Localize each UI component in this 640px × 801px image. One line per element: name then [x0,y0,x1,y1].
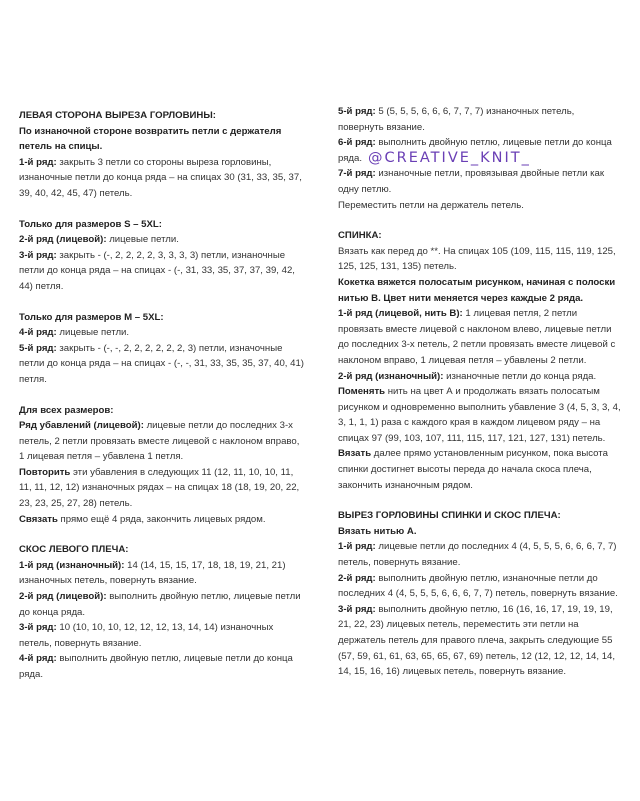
row-label: Поменять [338,386,386,398]
instruction-paragraph [338,602,622,680]
instruction-paragraph [19,512,307,528]
instruction-text: выполнить двойную петлю, изнаночные петли до последних 4 (4, 5, 5, 5, 6, 6, 6, 7, 7) петель, повернуть вязание. [338,572,618,600]
instruction-text: лицевые петли до последних 4 (4, 5, 5, 5, 6, 6, 6, 7, 7) петель, повернуть вязание. [338,541,617,569]
row-label: 6-й ряд: [338,137,376,149]
row-label: Повторить [19,466,71,478]
bold-note: Кокетка вяжется полосатым рисунком, начиная с полоски нитью В. Цвет нити меняется через каждые 2 ряда. [338,276,616,304]
row-label: Вязать [338,448,372,460]
row-label: 1-й ряд (лицевой, нить В): [338,308,463,320]
instruction-paragraph [19,232,307,248]
right-column [338,104,622,680]
instruction-text: Вязать как перед до **. На спицах 105 (109, 115, 115, 119, 125, 125, 125, 131, 135) петель. [338,245,616,273]
instruction-paragraph [19,651,307,682]
instruction-paragraph [19,418,307,465]
row-label: Связать [19,513,58,525]
spacer [19,527,307,542]
instruction-text: лицевые петли до последних 3-х петель, 2 петли провязать вместе лицевой с наклоном вправо, 1 лицевая петля – убавлена 1 петля. [19,420,300,463]
instruction-text: 14 (14, 15, 15, 17, 18, 18, 19, 21, 21) изнаночных петель, повернуть вязание. [19,559,286,587]
instruction-paragraph [338,384,622,446]
instruction-paragraph [19,341,307,388]
spacer [19,388,307,403]
spacer [19,202,307,217]
instruction-paragraph [19,589,307,620]
watermark-handle: @CREATIVE_KNIT_ [368,149,531,166]
row-label: 3-й ряд: [19,249,57,261]
spacer [19,295,307,310]
instruction-paragraph [338,306,622,368]
row-label: 3-й ряд: [19,622,57,634]
row-label: 5-й ряд: [338,106,376,117]
instruction-paragraph [338,446,622,493]
row-label: 4-й ряд: [19,653,57,665]
instruction-text: выполнить двойную петлю, лицевые петли до конца ряда. [19,591,301,618]
instruction-paragraph [19,465,307,512]
spacer [338,493,622,508]
bold-note: По изнаночной стороне возвратить петли с держателя петель на спицы. [19,125,282,153]
instruction-paragraph [338,571,622,602]
instruction-paragraph [338,539,622,570]
section-heading: Для всех размеров: [19,404,114,416]
row-label: 2-й ряд (лицевой): [19,234,107,246]
instruction-paragraph [338,166,622,197]
section-heading: СКОС ЛЕВОГО ПЛЕЧА: [19,544,129,556]
instruction-paragraph [19,558,307,589]
row-label: 2-й ряд (изнаночный): [338,370,444,382]
instruction-text: выполнить двойную петлю, 16 (16, 16, 17, 19, 19, 19, 21, 22, 23) лицевых петель, переместить эти петли на держатель петель для правого плеча, закрыть следующие 55 (57, 59, 61, 61, 63, 65, 65, 67, 69) петель, 12 (12, 12, 12, 14, 14, 14, 15, 16, 16) лицевых петель, повернуть вязание. [338,603,616,678]
instruction-text: закрыть - (-, -, 2, 2, 2, 2, 2, 2, 3) петли, изначочные петли до конца ряда – на спицах - (-, -, 31, 33, 35, 35, 37, 40, 41) петля. [19,342,305,385]
row-label: 1-й ряд (изнаночный): [19,559,125,571]
row-label: 2-й ряд: [338,572,376,584]
instruction-paragraph [19,248,307,295]
row-label: Ряд убавлений (лицевой): [19,420,144,432]
instruction-paragraph [338,244,622,275]
row-label: 3-й ряд: [338,603,376,615]
instruction-text: лицевые петли. [106,234,179,246]
instruction-text: закрыть - (-, 2, 2, 2, 2, 3, 3, 3, 3) петли, изнаночные петли до конца ряда – на спицах - (-, 31, 33, 35, 37, 37, 39, 42, 44) петля. [19,249,295,292]
instruction-paragraph [338,104,622,135]
instruction-text: лицевые петли. [56,327,130,339]
section-heading: ВЫРЕЗ ГОРЛОВИНЫ СПИНКИ И СКОС ПЛЕЧА: [338,510,561,522]
section-heading: ЛЕВАЯ СТОРОНА ВЫРЕЗА ГОРЛОВИНЫ: [19,110,216,121]
section-heading: СПИНКА: [338,230,382,242]
instruction-text: 1 лицевая петля, 2 петли провязать вместе лицевой с наклоном влево, лицевые петли до последних 3-х петель, 2 петли провязать вместе лицевой с наклоном вправо, 1 лицевая петля – убавлены 2 петли. [338,308,616,366]
instruction-text: прямо ещё 4 ряда, закончить лицевых рядом. [57,513,266,525]
instruction-text: выполнить двойную петлю, лицевые петли до конца ряда. [19,653,293,680]
instruction-paragraph [338,198,622,214]
instruction-text: 5 (5, 5, 5, 6, 6, 6, 7, 7, 7) изнаночных петель, повернуть вязание. [338,106,575,133]
instruction-text: изнаночные петли, провязывая двойные петли как одну петлю. [338,168,605,195]
instruction-paragraph [338,369,622,385]
instruction-text: 10 (10, 10, 10, 12, 12, 12, 13, 14, 14) изнаночных петель, повернуть вязание. [19,622,274,649]
spacer [338,213,622,228]
row-label: 7-й ряд: [338,168,376,180]
instruction-text: изнаночные петли до конца ряда. [443,370,597,382]
instruction-text: далее прямо установленным рисунком, пока высота спинки достигнет высоты переда до начала скоса плеча, закончить изнаночным рядом. [338,448,608,491]
left-column [19,108,307,683]
instruction-text: выполнить двойную петлю, лицевые петли до конца ряда. [338,137,612,164]
instruction-paragraph [19,155,307,202]
instruction-text: нить на цвет А и продолжать вязать полосатым рисунком и одновременно выполнить убавление 3 (4, 5, 3, 3, 4, 3, 1, 1, 1) раза с каждого края в каждом лицевом ряду – на спицах 97 (99, 103, 107, 111, 115, 117, 121, 127, 131) петель. [338,386,621,444]
instruction-text: закрыть 3 петли со стороны выреза горловины, изнаночные петли до конца ряда – на спицах 30 (31, 33, 35, 37, 39, 40, 42, 45, 47) петель. [19,156,302,199]
section-heading: Только для размеров S – 5XL: [19,218,162,230]
row-label: 5-й ряд: [19,342,57,354]
row-label: 4-й ряд: [19,327,57,339]
bold-note: Вязать нитью А. [338,525,417,537]
instruction-text: Переместить петли на держатель петель. [338,199,524,211]
row-label: 1-й ряд: [338,541,376,553]
instruction-paragraph [19,325,307,341]
instruction-paragraph [19,620,307,651]
instruction-paragraph [338,135,622,166]
row-label: 2-й ряд (лицевой): [19,591,107,603]
instruction-text: эти убавления в следующих 11 (12, 11, 10, 10, 11, 11, 11, 12, 12) изнаночных рядах – на спицах 18 (18, 19, 20, 22, 23, 23, 25, 27, 28) петель. [19,466,300,510]
row-label: 1-й ряд: [19,156,57,168]
section-heading: Только для размеров M – 5XL: [19,311,164,323]
